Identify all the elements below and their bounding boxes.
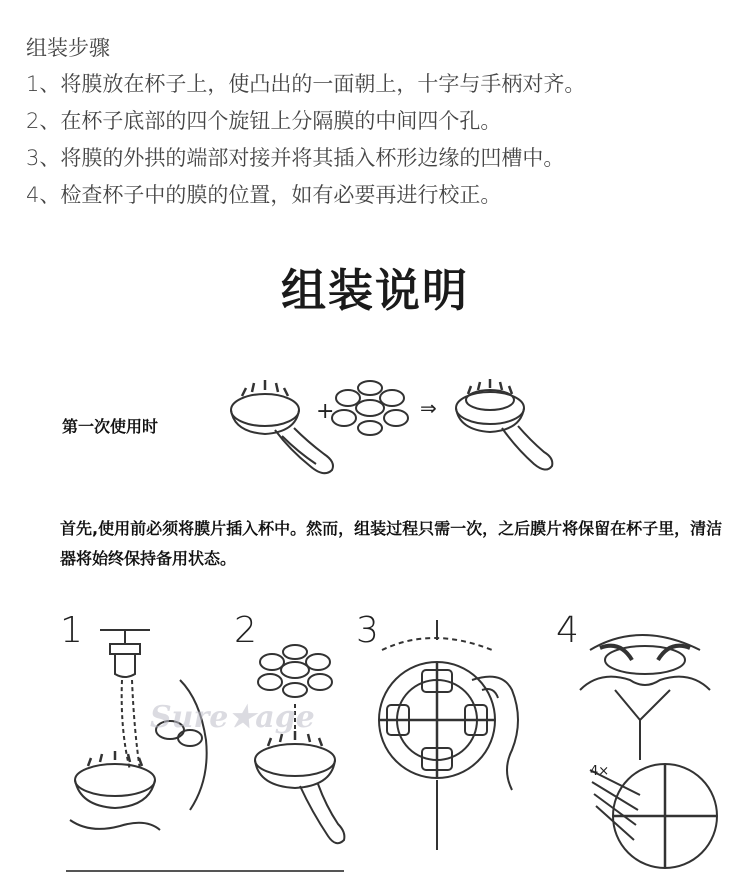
plus-symbol: + (316, 399, 335, 424)
assembled-cup-illustration (456, 379, 552, 470)
assembly-instructions-title: 组装说明 (280, 264, 469, 317)
step-line-2: 2、在杯子底部的四个旋钮上分隔膜的中间四个孔。 (26, 109, 502, 133)
brand-watermark: Sure★age (150, 700, 315, 735)
steps-title: 组装步骤 (26, 36, 110, 60)
step-number-4: 4 (556, 610, 579, 651)
step-line-3: 3、将膜的外拱的端部对接并将其插入杯形边缘的凹槽中。 (26, 146, 565, 170)
bottom-divider (66, 870, 344, 872)
arrow-symbol: ⇒ (420, 396, 437, 420)
first-use-label: 第一次使用时 (62, 417, 159, 436)
step-3-insert-illustration (362, 620, 552, 860)
step-2-membrane-illustration (240, 640, 350, 860)
step-line-1: 1、将膜放在杯子上，使凸出的一面朝上，十字与手柄对齐。 (26, 72, 586, 96)
multiplier-label: 4× (590, 764, 610, 779)
step-number-2: 2 (234, 610, 257, 651)
step-1-rinse-illustration (60, 620, 230, 860)
cleaner-cup-illustration (231, 380, 333, 473)
assembly-steps (26, 30, 726, 214)
step-number-1: 1 (60, 610, 83, 651)
step-4-check-illustration (570, 620, 735, 870)
step-line-4: 4、检查杯子中的膜的位置，如有必要再进行校正。 (26, 183, 502, 207)
step-number-3: 3 (356, 610, 379, 651)
first-use-illustration (220, 370, 560, 490)
membrane-illustration (332, 381, 408, 435)
first-use-description: 首先,使用前必须将膜片插入杯中。然而，组装过程只需一次，之后膜片将保留在杯子里，清洁器将始终保持备用状态。 (60, 519, 723, 568)
